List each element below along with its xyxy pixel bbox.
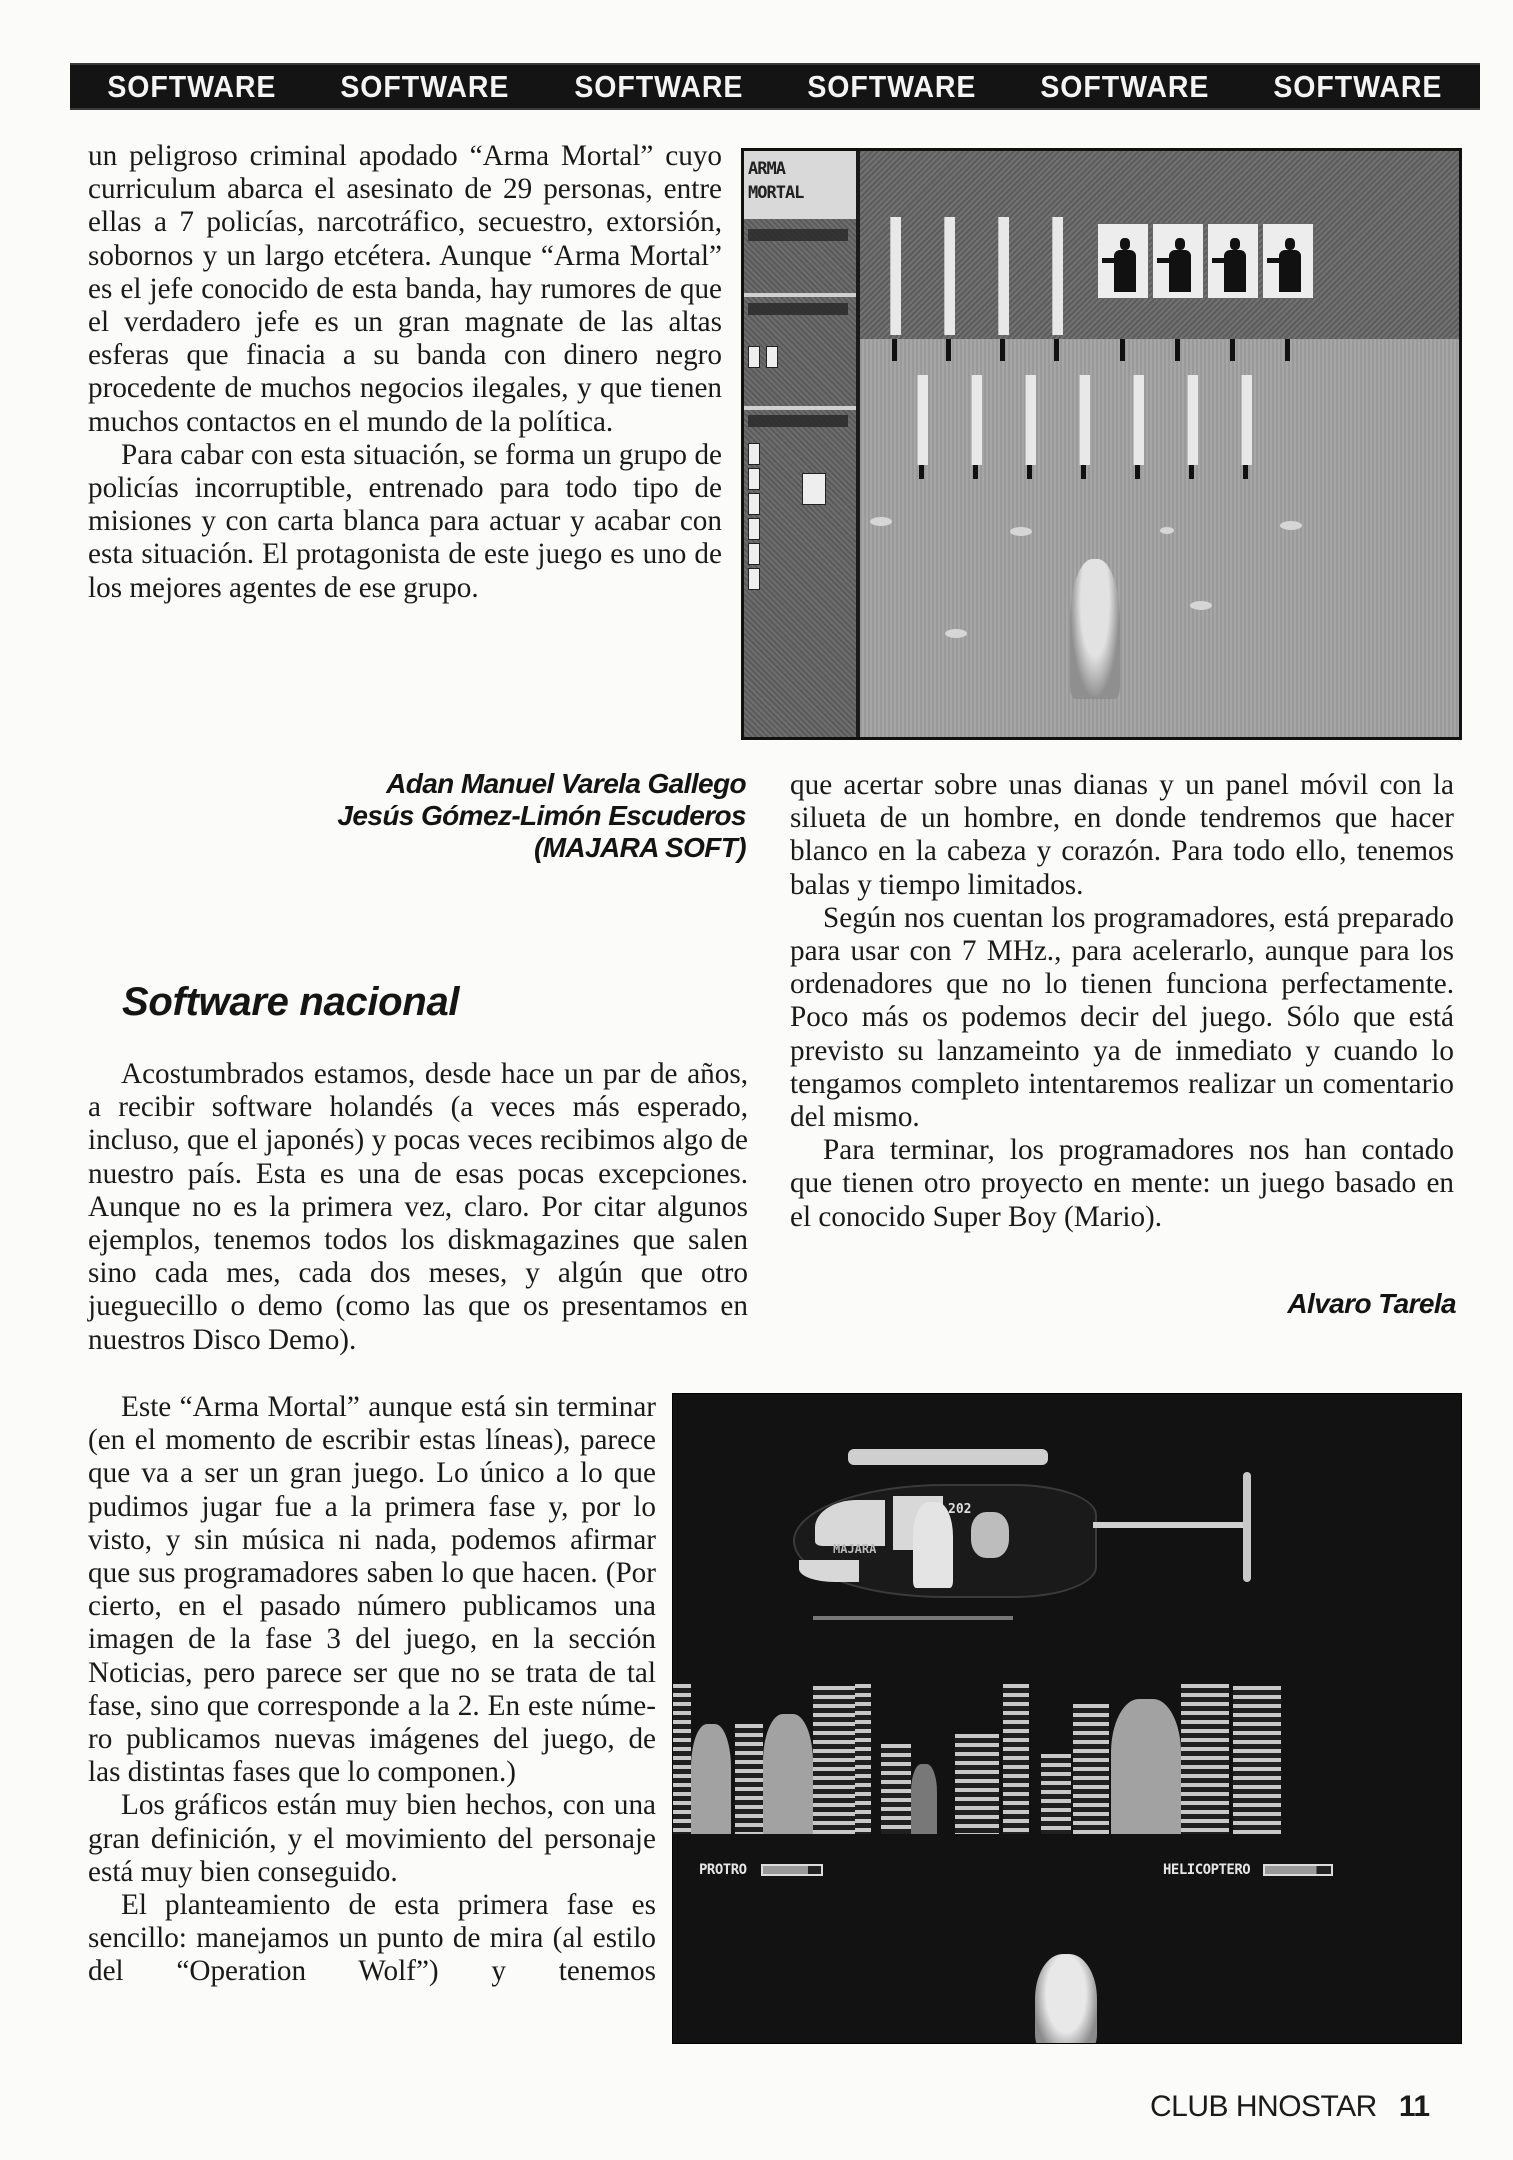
paragraph: que acertar sobre unas dianas y un panel móvil con la silueta de un hombre, en donde tendremos que hacer blanco en la cabeza y corazón. Para todo ello, tenemos balas y tiempo limitados. [790, 769, 1454, 901]
banner-word: SOFTWARE [107, 68, 277, 104]
target-post [890, 217, 901, 335]
bullet-icon [748, 346, 760, 368]
banner-word: SOFTWARE [807, 68, 977, 104]
life-icon [748, 443, 760, 465]
silhouette-target [1097, 223, 1149, 299]
article2-body-right [790, 769, 1454, 1234]
game-backdrop [860, 151, 1459, 339]
paragraph: un peligroso criminal apodado “Arma Mortal” cuyo curriculum abarca el asesinato de 29 personas, entre ellas a 7 policías, narcotráfico, secuestro, extorsión, sobornos y un largo etcétera. Aunque “Arma Mortal” es el jefe conocido de esta banda, hay rumores de que el verdadero jefe es un gran magnate de las altas esferas que finacia a su banda con dinero negro procedente de muchos negocios ilegales, y que tienen muchos contactos en el mundo de la política. [88, 140, 722, 438]
author-name: Adan Manuel Varela Gallego [386, 768, 746, 799]
helicopter-rotor [848, 1449, 1048, 1465]
helicopter-health-label: HELICOPTERO [1163, 1862, 1251, 1878]
author-name: Jesús Gómez-Limón Escuderos [337, 800, 746, 831]
paragraph: Acostumbrados estamos, desde hace un par de años, a recibir software holandés (a veces más esperado, incluso, que el japonés) y pocas veces recibimos algo de nuestro país. Esta es una de esas pocas excepciones. Aunque no es la primera vez, claro. Por citar algunos ejemplos, tenemos todos los diskmagazines que salen sino cada mes, cada dos meses, y algún que otro jueguecillo o demo (como las que os presentamos en nuestros Disco Demo). [88, 1058, 748, 1356]
helicopter-tail-rotor [1243, 1472, 1251, 1582]
city-skyline [673, 1684, 1461, 1834]
life-icon [748, 568, 760, 590]
section-banner [70, 63, 1480, 110]
player-character [1035, 1954, 1097, 2044]
life-icon [748, 493, 760, 515]
silhouette-target [1152, 223, 1204, 299]
life-icon [748, 468, 760, 490]
banner-word: SOFTWARE [1040, 68, 1210, 104]
life-icon [748, 543, 760, 565]
paragraph: El planteamiento de esta primera fase es sencillo: manejamos un punto de mira (al estilo del “Operation Wolf”) y tenemos [88, 1889, 656, 1988]
target-post [971, 375, 982, 465]
helicopter-label: MAJARA [833, 1542, 877, 1556]
page-number: 11 [1398, 2090, 1430, 2123]
game-screenshot-helicopter [672, 1393, 1462, 2044]
player-health-label: PROTRO [699, 1862, 747, 1878]
target-post [1133, 375, 1144, 465]
paragraph: Los gráficos están muy bien hechos, con una gran definición, y el movimiento del personaje está muy bien conseguido. [88, 1789, 656, 1888]
section-heading: Software nacional [122, 980, 460, 1024]
lives-label [748, 415, 848, 427]
paragraph: Para terminar, los programadores nos han contado que tienen otro proyecto en mente: un juego basado en el conocido Super Boy (Mario). [790, 1134, 1454, 1233]
game-floor [860, 339, 1459, 737]
target-post [944, 217, 955, 335]
target-post [1052, 217, 1063, 335]
publication-name: CLUB HNOSTAR [1150, 2090, 1377, 2123]
article2-body-wide [88, 1058, 748, 1357]
banner-word: SOFTWARE [340, 68, 510, 104]
author-group: (MAJARA SOFT) [533, 832, 746, 863]
article2-body-narrow [88, 1391, 656, 1989]
target-post [1187, 375, 1198, 465]
enemy-figure [913, 1502, 953, 1588]
article1-body [88, 140, 722, 605]
target-hit-icon [802, 473, 826, 505]
helicopter-number: 202 [948, 1502, 972, 1517]
bullet-icon [766, 346, 778, 368]
game-sidebar [744, 151, 860, 737]
explosion [971, 1512, 1009, 1558]
ammo-label [748, 303, 848, 315]
helicopter-skid [813, 1616, 1013, 1620]
target-post [1079, 375, 1090, 465]
target-post [1025, 375, 1036, 465]
article1-byline [300, 768, 746, 864]
time-label [748, 229, 848, 241]
paragraph: Según nos cuentan los programadores, está preparado para usar con 7 MHz., para acelerarlo, aunque para los ordenadores que no lo tienen funciona perfectamente. Poco más os podemos decir del juego. Sólo que está previsto su lanzameinto ya de inmediato y cuando lo tengamos completo intentaremos realizar un comentario del mismo. [790, 901, 1454, 1134]
target-post [917, 375, 928, 465]
life-icon [748, 518, 760, 540]
game-logo: ARMA MORTAL [744, 151, 856, 219]
article2-byline: Alvaro Tarela [1287, 1288, 1456, 1319]
silhouette-target [1262, 223, 1314, 299]
target-post [1241, 375, 1252, 465]
player-character [1070, 559, 1120, 699]
target-post [998, 217, 1009, 335]
paragraph: Para cabar con esta situación, se forma un grupo de policías incorruptible, entrenado para todo tipo de misiones y con carta blanca para actuar y acabar con esta situación. El protagonista de este juego es uno de los mejores agentes de ese grupo. [88, 438, 722, 604]
helicopter-health-bar [1263, 1864, 1333, 1876]
page-footer [1150, 2090, 1430, 2124]
paragraph: Este “Arma Mortal” aunque está sin terminar (en el momento de escribir estas líneas), parece que va a ser un gran juego. Lo único a lo que pudimos jugar fue a la primera fase y, por lo visto, y sin música ni nada, podemos afirmar que sus programadores saben lo que hacen. (Por cierto, en el pasado número publicamos una imagen de la fase 3 del juego, en la sección Noticias, pero parece ser que no se trata de tal fase, sino que corresponde a la 2. En este número publicamos nuevas imágenes del juego, de las distintas fases que lo componen.) [88, 1391, 656, 1789]
game-screenshot-shooting-range [741, 148, 1462, 740]
helicopter-tail [1093, 1522, 1243, 1528]
silhouette-target [1207, 223, 1259, 299]
banner-word: SOFTWARE [573, 68, 743, 104]
banner-word: SOFTWARE [1273, 68, 1443, 104]
player-health-bar [761, 1864, 823, 1876]
